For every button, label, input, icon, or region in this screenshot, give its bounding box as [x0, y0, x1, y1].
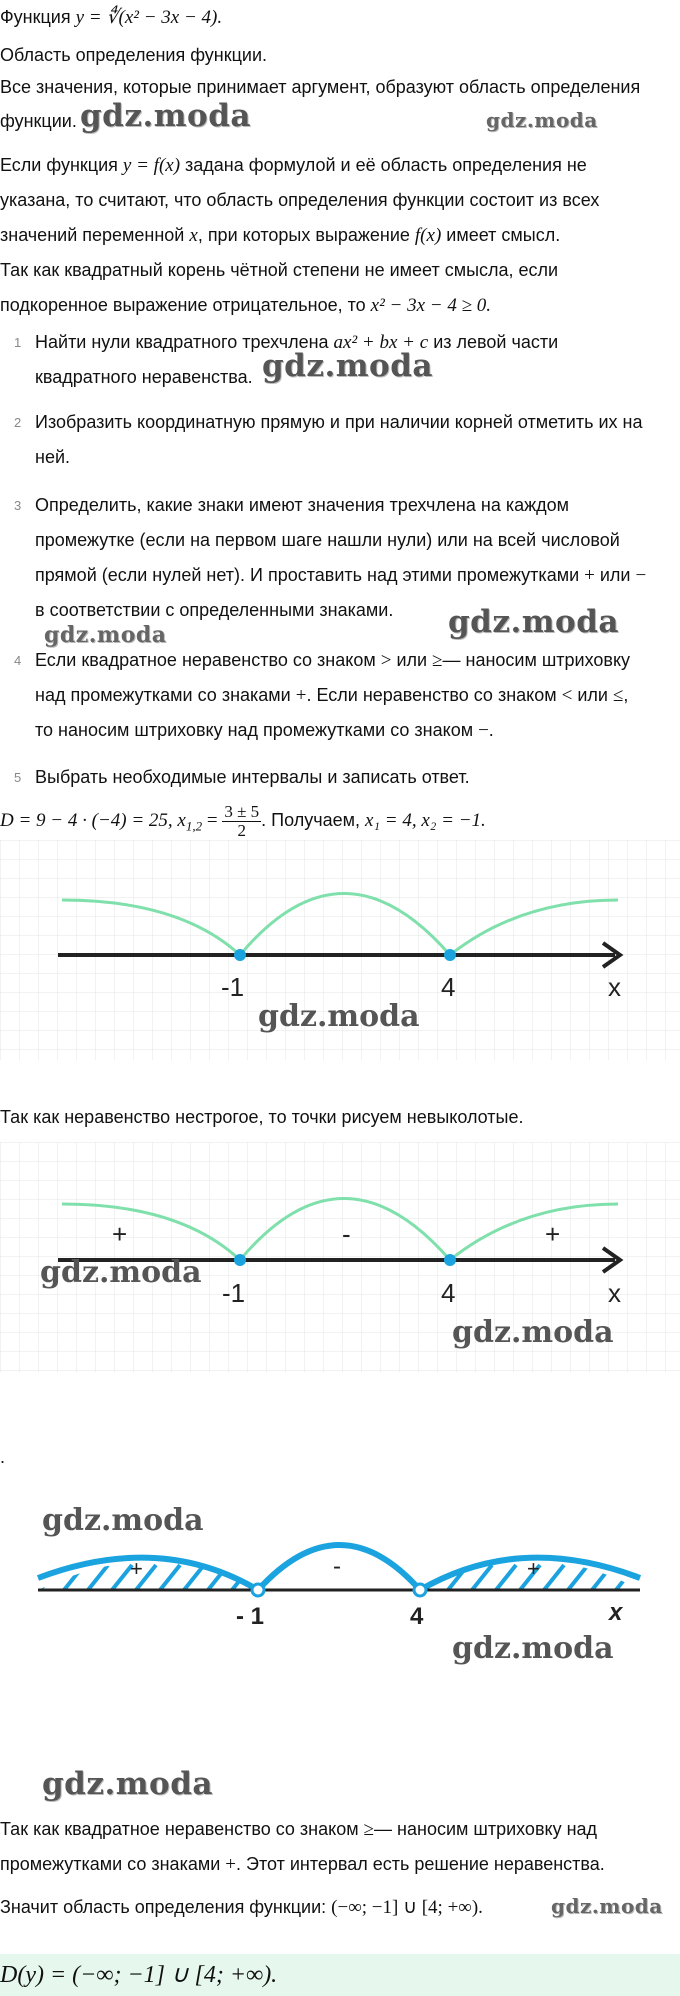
symbol: < [561, 685, 573, 706]
label-x: x [609, 1599, 623, 1626]
label-4: 4 [410, 1603, 424, 1630]
text: Так как квадратное неравенство со знаком [0, 1819, 364, 1839]
number-line-figure-2 [0, 1142, 680, 1372]
function-formula: y = ∜(x² − 3x − 4). [75, 7, 223, 28]
label-4: 4 [441, 1278, 456, 1308]
text: подкоренное выражение отрицательное, то [0, 295, 371, 315]
watermark: gdz.moda [551, 1894, 663, 1918]
watermark: gdz.moda [42, 1503, 204, 1538]
text: или [594, 565, 636, 585]
symbol: + [295, 685, 307, 706]
root-line-1: Так как квадратный корень чётной степени не имеет смысла, если [0, 260, 559, 280]
point-4 [444, 949, 456, 961]
symbol: ≥ [432, 650, 443, 671]
text: Значит область определения функции: [0, 1897, 332, 1917]
symbol: + [225, 1854, 236, 1875]
text: . Если неравенство со знаком [306, 685, 562, 705]
definition-text: функции. [0, 111, 77, 131]
text: Если функция [0, 155, 123, 175]
rule-line-3 [0, 218, 670, 253]
fraction [222, 803, 261, 840]
watermark: gdz.moda [452, 1315, 614, 1350]
watermark: gdz.moda [42, 1766, 213, 1802]
watermark: gdz.moda [262, 348, 433, 384]
watermark: gdz.moda [40, 1255, 202, 1290]
watermark: gdz.moda [80, 98, 251, 134]
text: промежутке (если на первом шаге нашли нули) или на всей числовой [35, 530, 620, 550]
text: имеет смысл. [441, 225, 561, 245]
step-number: 5 [14, 770, 22, 785]
watermark: gdz.moda [44, 622, 167, 648]
formula: f(x) [414, 225, 442, 246]
answer-box [0, 1954, 680, 1996]
point-minus-1 [234, 949, 246, 961]
formula: y = f(x) [122, 155, 181, 176]
domain-heading: Область определения функции. [0, 45, 268, 65]
point-minus-1 [252, 1584, 264, 1596]
text: в соответствии с определенными знаками. [35, 600, 394, 620]
text: квадратного неравенства. [35, 367, 253, 387]
text: прямой (если нулей нет). И проставить над этими промежутками [35, 565, 585, 585]
roots: x₁ = 4, x₂ = −1. [365, 810, 486, 831]
text: задана формулой и её область определения не [180, 155, 587, 175]
text: над промежутками со знаками [35, 685, 296, 705]
sign-minus: - [333, 1553, 341, 1580]
sign-plus-left: + [112, 1219, 128, 1249]
numerator: 3 ± 5 [224, 801, 260, 821]
text: = [202, 810, 223, 831]
sign-plus-right: + [527, 1556, 540, 1581]
text: . Получаем, [261, 810, 365, 830]
text: — наносим штриховку [442, 650, 631, 670]
text: промежутками со знаками [0, 1854, 226, 1874]
answer-text: D(y) = (−∞; −1] ∪ [4; +∞). [0, 1962, 278, 1988]
hatch-explanation-line-2 [0, 1847, 670, 1882]
inequality: x² − 3x − 4 ≥ 0. [370, 295, 492, 316]
formula: (−∞; −1] ∪ [4; +∞). [331, 1897, 483, 1918]
symbol: ≤ [612, 685, 624, 706]
text: , при которых выражение [197, 225, 415, 245]
hatch-explanation-line-1 [0, 1812, 670, 1847]
label-x: x [608, 972, 621, 1002]
root-line-2 [0, 288, 670, 323]
text: ней. [35, 447, 71, 467]
sign-plus-right: + [545, 1219, 561, 1249]
text: Если квадратное неравенство со знаком [35, 650, 381, 670]
label-minus-1: -1 [221, 972, 245, 1002]
symbol: ≥ [363, 1819, 375, 1840]
label-x: x [608, 1278, 621, 1308]
sign-minus: - [342, 1219, 351, 1249]
formula: D = 9 − 4 · (−4) = 25, x [0, 810, 186, 831]
number-line-figure-1 [0, 840, 680, 1060]
definition-line-1: Все значения, которые принимает аргумент, образуют область определения [0, 77, 641, 97]
dot: . [0, 1447, 6, 1467]
watermark: gdz.moda [486, 108, 598, 132]
minus-sign: − [635, 565, 647, 586]
text: Определить, какие знаки имеют значения трехчлена на каждом [35, 495, 570, 515]
point-4 [444, 1254, 456, 1266]
function-line [0, 0, 670, 35]
text: то наносим штриховку над промежутками со знаком [35, 720, 479, 740]
sign-plus-left: + [130, 1556, 143, 1581]
symbol: − [478, 720, 489, 741]
label-minus-1: -1 [222, 1278, 246, 1308]
text: из левой части [428, 332, 559, 352]
label-4: 4 [441, 972, 456, 1002]
step-number: 2 [14, 415, 22, 430]
text: Найти нули квадратного трехчлена [35, 332, 334, 352]
watermark: gdz.moda [258, 999, 420, 1034]
formula: ax² + bx + c [333, 332, 429, 353]
symbol: > [380, 650, 392, 671]
text: или [572, 685, 613, 705]
nonstrict-line: Так как неравенство нестрогое, то точки рисуем невыколотые. [0, 1107, 524, 1127]
text: или [391, 650, 433, 670]
watermark: gdz.moda [448, 604, 619, 640]
step-number: 4 [14, 653, 22, 668]
text: Выбрать необходимые интервалы и записать ответ. [35, 767, 470, 787]
point-4 [414, 1584, 426, 1596]
step-number: 3 [14, 498, 22, 513]
formula: x [189, 225, 198, 246]
step-number: 1 [14, 335, 22, 350]
point-minus-1 [234, 1254, 246, 1266]
text: . Этот интервал есть решение неравенства. [236, 1854, 605, 1874]
number-line-figure-3 [0, 1490, 680, 1670]
text: — наносим штриховку над [374, 1819, 598, 1839]
text: . [488, 720, 494, 740]
watermark: gdz.moda [452, 1631, 614, 1666]
label-minus-1: - 1 [236, 1603, 265, 1630]
text: Изобразить координатную прямую и при наличии корней отметить их на [35, 412, 643, 432]
subscript: 1,2 [185, 818, 203, 834]
text: значений переменной [0, 225, 190, 245]
function-label: Функция [0, 7, 76, 27]
text: , [623, 685, 629, 705]
plus-sign: + [584, 565, 595, 586]
rule-line-2: указана, то считают, что область определения функции состоит из всех [0, 190, 600, 210]
rule-line-1 [0, 148, 670, 183]
denominator: 2 [237, 820, 246, 840]
